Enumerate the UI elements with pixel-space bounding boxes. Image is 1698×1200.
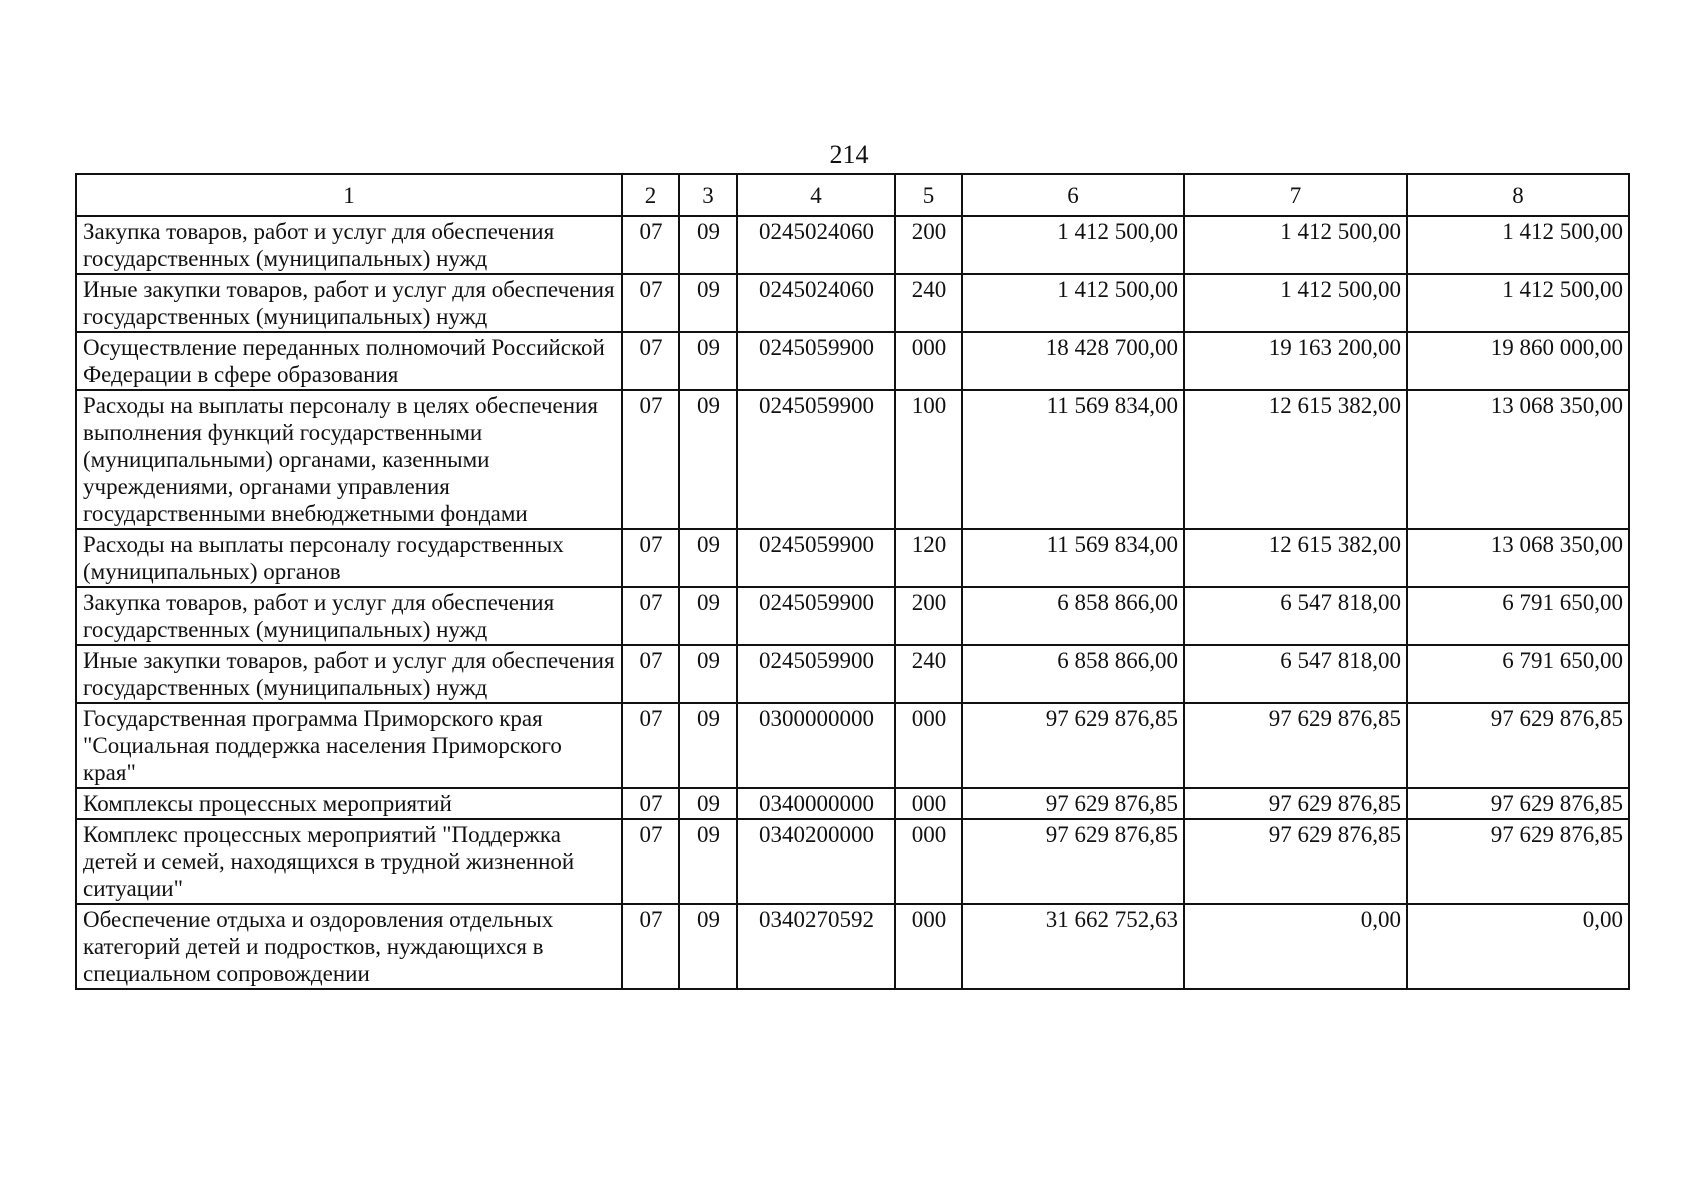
row-section: 07 [622,274,679,332]
row-amount-col6: 11 569 834,00 [962,529,1184,587]
table-row [76,904,1629,989]
row-target-article: 0245059900 [737,645,895,703]
table-row [76,216,1629,274]
row-amount-col7: 6 547 818,00 [1184,645,1407,703]
table-row [76,788,1629,819]
row-amount-col8: 1 412 500,00 [1407,216,1629,274]
row-amount-col8: 19 860 000,00 [1407,332,1629,390]
row-amount-col8: 97 629 876,85 [1407,788,1629,819]
row-subsection: 09 [679,904,737,989]
row-subsection: 09 [679,587,737,645]
row-expense-type: 200 [895,587,962,645]
row-amount-col7: 97 629 876,85 [1184,788,1407,819]
row-section: 07 [622,788,679,819]
row-expense-type: 000 [895,788,962,819]
row-name: Комплексы процессных мероприятий [76,788,622,819]
row-amount-col8: 1 412 500,00 [1407,274,1629,332]
row-subsection: 09 [679,216,737,274]
row-subsection: 09 [679,529,737,587]
row-amount-col7: 97 629 876,85 [1184,703,1407,788]
row-amount-col6: 1 412 500,00 [962,274,1184,332]
row-amount-col6: 97 629 876,85 [962,819,1184,904]
row-amount-col8: 6 791 650,00 [1407,645,1629,703]
header-cell: 8 [1407,174,1629,216]
row-target-article: 0300000000 [737,703,895,788]
header-cell: 5 [895,174,962,216]
row-amount-col6: 6 858 866,00 [962,587,1184,645]
row-amount-col6: 6 858 866,00 [962,645,1184,703]
table-row [76,703,1629,788]
row-amount-col8: 13 068 350,00 [1407,390,1629,529]
row-amount-col7: 12 615 382,00 [1184,529,1407,587]
table-row [76,529,1629,587]
row-expense-type: 240 [895,645,962,703]
row-amount-col7: 6 547 818,00 [1184,587,1407,645]
header-row [76,174,1629,216]
header-cell: 1 [76,174,622,216]
row-target-article: 0340200000 [737,819,895,904]
header-cell: 3 [679,174,737,216]
row-expense-type: 240 [895,274,962,332]
row-target-article: 0245024060 [737,274,895,332]
page-number: 214 [829,140,869,169]
row-amount-col8: 13 068 350,00 [1407,529,1629,587]
row-name: Иные закупки товаров, работ и услуг для обеспечения государственных (муниципальных) нужд [76,274,622,332]
row-name: Закупка товаров, работ и услуг для обеспечения государственных (муниципальных) нужд [76,587,622,645]
row-section: 07 [622,819,679,904]
row-amount-col6: 31 662 752,63 [962,904,1184,989]
row-section: 07 [622,645,679,703]
row-amount-col6: 97 629 876,85 [962,788,1184,819]
table-row [76,390,1629,529]
row-subsection: 09 [679,390,737,529]
row-amount-col7: 1 412 500,00 [1184,274,1407,332]
table-row [76,819,1629,904]
row-expense-type: 000 [895,904,962,989]
row-section: 07 [622,390,679,529]
row-target-article: 0245059900 [737,587,895,645]
row-subsection: 09 [679,332,737,390]
row-amount-col8: 0,00 [1407,904,1629,989]
row-subsection: 09 [679,645,737,703]
table-row [76,587,1629,645]
row-expense-type: 000 [895,819,962,904]
row-expense-type: 100 [895,390,962,529]
row-subsection: 09 [679,274,737,332]
row-expense-type: 000 [895,332,962,390]
row-section: 07 [622,587,679,645]
row-target-article: 0245059900 [737,529,895,587]
row-amount-col8: 97 629 876,85 [1407,703,1629,788]
row-expense-type: 120 [895,529,962,587]
row-target-article: 0245059900 [737,390,895,529]
row-name: Комплекс процессных мероприятий "Поддержка детей и семей, находящихся в трудной жизненной ситуации" [76,819,622,904]
table-row [76,274,1629,332]
row-target-article: 0245059900 [737,332,895,390]
row-expense-type: 200 [895,216,962,274]
row-name: Расходы на выплаты персоналу государственных (муниципальных) органов [76,529,622,587]
header-cell: 4 [737,174,895,216]
row-subsection: 09 [679,788,737,819]
row-name: Закупка товаров, работ и услуг для обеспечения государственных (муниципальных) нужд [76,216,622,274]
row-amount-col6: 97 629 876,85 [962,703,1184,788]
row-target-article: 0340270592 [737,904,895,989]
row-section: 07 [622,529,679,587]
row-amount-col8: 97 629 876,85 [1407,819,1629,904]
row-amount-col8: 6 791 650,00 [1407,587,1629,645]
row-expense-type: 000 [895,703,962,788]
row-name: Обеспечение отдыха и оздоровления отдельных категорий детей и подростков, нуждающихся в специальном сопровождении [76,904,622,989]
budget-table [75,173,1630,990]
row-section: 07 [622,703,679,788]
table-row [76,645,1629,703]
row-amount-col6: 11 569 834,00 [962,390,1184,529]
row-amount-col6: 18 428 700,00 [962,332,1184,390]
row-section: 07 [622,216,679,274]
row-subsection: 09 [679,819,737,904]
row-amount-col7: 1 412 500,00 [1184,216,1407,274]
table-row [76,332,1629,390]
row-amount-col6: 1 412 500,00 [962,216,1184,274]
row-amount-col7: 19 163 200,00 [1184,332,1407,390]
row-amount-col7: 97 629 876,85 [1184,819,1407,904]
row-section: 07 [622,904,679,989]
row-name: Иные закупки товаров, работ и услуг для обеспечения государственных (муниципальных) нужд [76,645,622,703]
header-cell: 2 [622,174,679,216]
row-target-article: 0340000000 [737,788,895,819]
row-name: Расходы на выплаты персоналу в целях обеспечения выполнения функций государственными (муниципальными) органами, казенными учреждениями, органами управления государственными внебюджетными фондами [76,390,622,529]
row-amount-col7: 0,00 [1184,904,1407,989]
row-amount-col7: 12 615 382,00 [1184,390,1407,529]
row-subsection: 09 [679,703,737,788]
header-cell: 7 [1184,174,1407,216]
row-section: 07 [622,332,679,390]
header-cell: 6 [962,174,1184,216]
table-body [76,216,1629,989]
row-name: Государственная программа Приморского края "Социальная поддержка населения Приморского края" [76,703,622,788]
row-name: Осуществление переданных полномочий Российской Федерации в сфере образования [76,332,622,390]
row-target-article: 0245024060 [737,216,895,274]
